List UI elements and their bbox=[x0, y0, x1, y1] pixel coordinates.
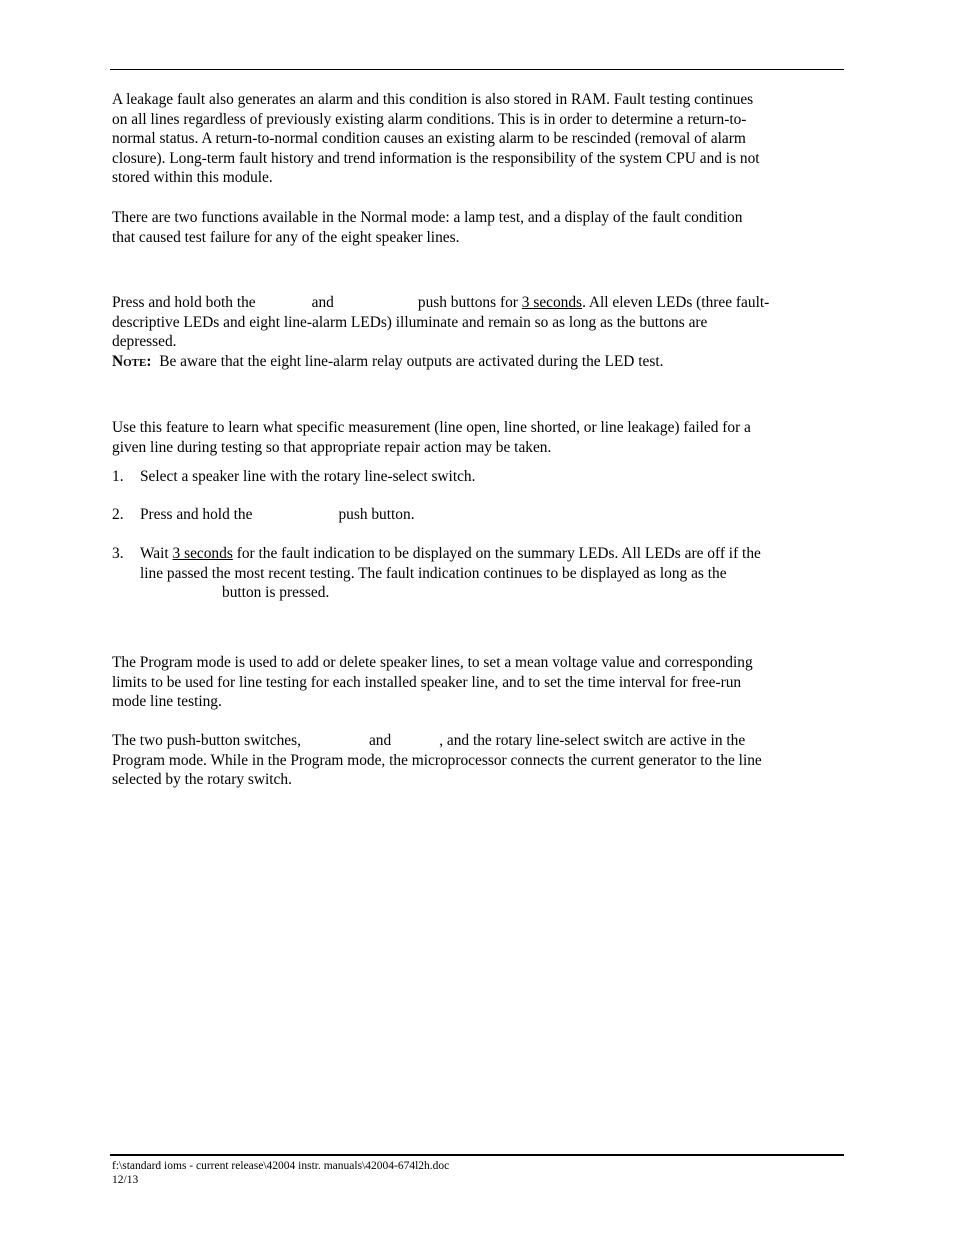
text-line: A leakage fault also generates an alarm and this condition is also stored in RAM. Fault testing continues bbox=[112, 91, 754, 108]
note-line bbox=[112, 352, 844, 372]
text-line: The two push-button switches, and , and the rotary line-select switch are active in the bbox=[112, 732, 746, 749]
list-number: 3. bbox=[112, 545, 124, 562]
list-number: 2. bbox=[112, 506, 124, 523]
text-line: mode line testing. bbox=[112, 693, 222, 711]
text-line: The Program mode is used to add or delete speaker lines, to set a mean voltage value and corresponding bbox=[112, 654, 753, 671]
text-line: selected by the rotary switch. bbox=[112, 771, 292, 789]
footer-rule bbox=[110, 1154, 844, 1156]
leakage-paragraph bbox=[112, 90, 844, 188]
text-line: given line during testing so that appropriate repair action may be taken. bbox=[112, 438, 552, 456]
text-line: There are two functions available in the Normal mode: a lamp test, and a display of the fault condition bbox=[112, 209, 743, 226]
text-line: Program mode. While in the Program mode, the microprocessor connects the current generator to the line bbox=[112, 751, 762, 769]
underlined-duration: 3 seconds bbox=[521, 294, 583, 311]
text-line: closure). Long-term fault history and trend information is the responsibility of the system CPU and is not bbox=[112, 149, 760, 167]
lamp-test-paragraph bbox=[112, 293, 844, 371]
note-text: Be aware that the eight line-alarm relay outputs are activated during the LED test. bbox=[159, 352, 664, 370]
fault-display-paragraph bbox=[112, 418, 844, 457]
text-line: that caused test failure for any of the eight speaker lines. bbox=[112, 228, 460, 246]
list-text: Wait 3 seconds for the fault indication to be displayed on the summary LEDs. All LEDs are off if the line passed the most recent testing. The fault indication continues to be displayed as long as the button is pressed. bbox=[140, 545, 761, 602]
text-line: Press and hold both the and push buttons for 3 seconds. All eleven LEDs (three fault- bbox=[112, 294, 770, 311]
header-rule bbox=[110, 69, 844, 70]
note-label: Note: bbox=[112, 352, 152, 370]
text-line: descriptive LEDs and eight line-alarm LEDs) illuminate and remain so as long as the buttons are bbox=[112, 313, 708, 331]
text-line: limits to be used for line testing for each installed speaker line, and to set the time interval for free-run bbox=[112, 673, 742, 691]
text-line: depressed. bbox=[112, 333, 177, 351]
footer-file-path: f:\standard ioms - current release\42004 instr. manuals\42004-674l2h.doc bbox=[112, 1160, 450, 1172]
normal-functions-paragraph bbox=[112, 208, 844, 247]
list-text: Select a speaker line with the rotary line-select switch. bbox=[140, 468, 476, 485]
text-line: stored within this module. bbox=[112, 169, 273, 187]
text-line: normal status. A return-to-normal condition causes an existing alarm to be rescinded (removal of alarm bbox=[112, 130, 746, 148]
program-mode-paragraph bbox=[112, 653, 844, 712]
list-number: 1. bbox=[112, 468, 124, 485]
text-line: on all lines regardless of previously existing alarm conditions. This is in order to determine a return-to- bbox=[112, 110, 747, 128]
underlined-duration: 3 seconds bbox=[172, 545, 233, 562]
text-line: Use this feature to learn what specific measurement (line open, line shorted, or line leakage) failed for a bbox=[112, 419, 751, 436]
pushbuttons-paragraph bbox=[112, 731, 844, 790]
footer-date: 12/13 bbox=[112, 1174, 139, 1186]
list-text: Press and hold the push button. bbox=[140, 506, 415, 523]
